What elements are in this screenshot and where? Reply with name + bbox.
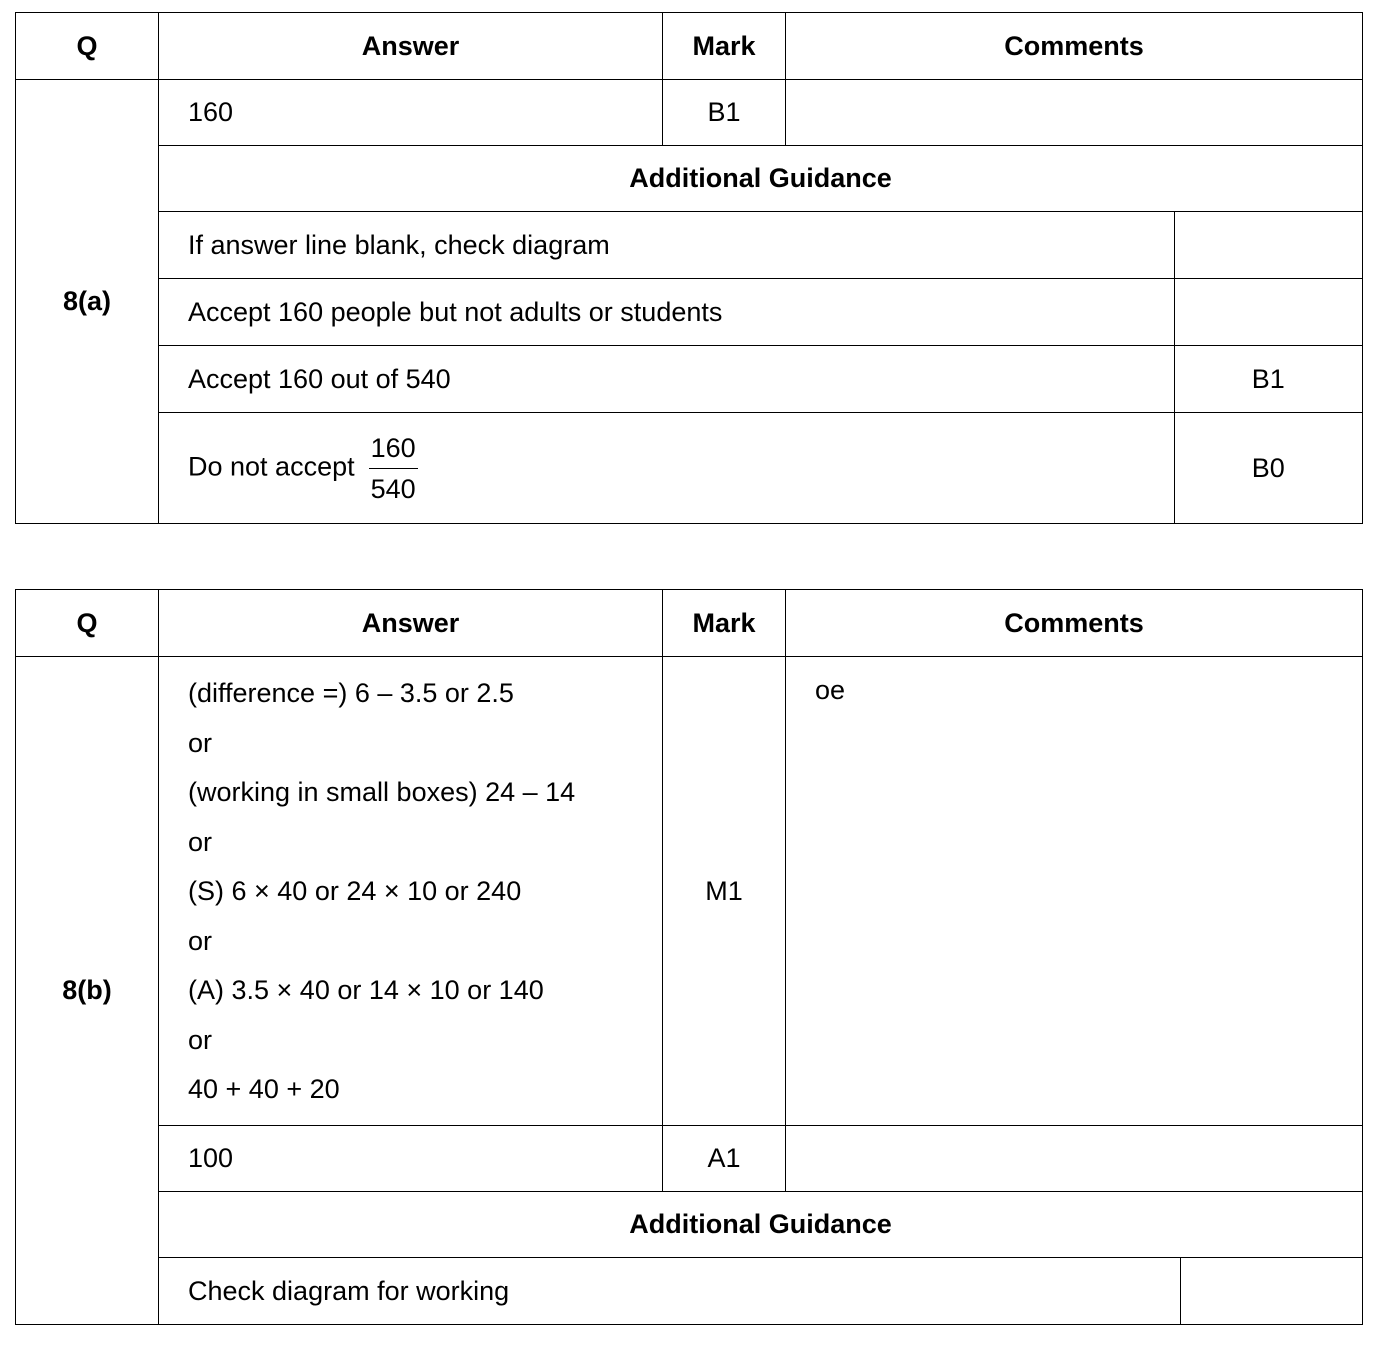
fraction-denominator: 540 (370, 473, 416, 504)
guidance-mark (1174, 212, 1362, 278)
answer-comment (786, 1126, 1363, 1192)
method-line: (difference =) 6 – 3.5 or 2.5 (188, 678, 514, 708)
comment-cell (786, 80, 1363, 146)
guidance-text: Check diagram for working (159, 1258, 1180, 1324)
header-q: Q (16, 13, 159, 80)
header-q: Q (16, 590, 159, 657)
method-mark: M1 (663, 657, 786, 1126)
question-number: 8(a) (16, 80, 159, 524)
guidance-mark: B0 (1251, 452, 1285, 483)
guidance-mark: B1 (1251, 363, 1285, 394)
method-line: (S) 6 × 40 or 24 × 10 or 240 (188, 876, 522, 906)
fraction-guidance-text: Do not accept (188, 451, 355, 482)
guidance-text: Accept 160 out of 540 (159, 346, 1174, 412)
method-line: or (188, 925, 213, 956)
method-line: 40 + 40 + 20 (188, 1074, 340, 1104)
fraction (369, 432, 418, 505)
header-answer: Answer (159, 590, 663, 657)
additional-guidance-title: Additional Guidance (159, 1192, 1363, 1258)
method-comment: oe (786, 657, 1363, 1126)
method-line: (working in small boxes) 24 – 14 (188, 777, 576, 807)
mark-cell: B1 (663, 80, 786, 146)
mark-scheme-table-8b (15, 589, 1363, 1325)
answer-cell: 100 (159, 1126, 663, 1192)
answer-cell: 160 (159, 80, 663, 146)
fraction-guidance (159, 413, 1174, 523)
guidance-text: Accept 160 people but not adults or students (159, 279, 1174, 345)
header-comments: Comments (786, 590, 1363, 657)
method-line: or (188, 727, 213, 758)
header-mark: Mark (663, 590, 786, 657)
header-answer: Answer (159, 13, 663, 80)
question-number: 8(b) (16, 657, 159, 1325)
guidance-text: If answer line blank, check diagram (159, 212, 1174, 278)
additional-guidance-title: Additional Guidance (159, 146, 1363, 212)
header-mark: Mark (663, 13, 786, 80)
fraction-numerator: 160 (369, 432, 418, 469)
method-line: or (188, 826, 213, 857)
header-comments: Comments (786, 13, 1363, 80)
answer-mark: A1 (663, 1126, 786, 1192)
method-cell (159, 657, 663, 1126)
guidance-mark (1180, 1258, 1362, 1324)
guidance-mark (1174, 279, 1362, 345)
method-line: or (188, 1024, 213, 1055)
method-line: (A) 3.5 × 40 or 14 × 10 or 140 (188, 975, 544, 1005)
mark-scheme-table-8a (15, 12, 1363, 524)
